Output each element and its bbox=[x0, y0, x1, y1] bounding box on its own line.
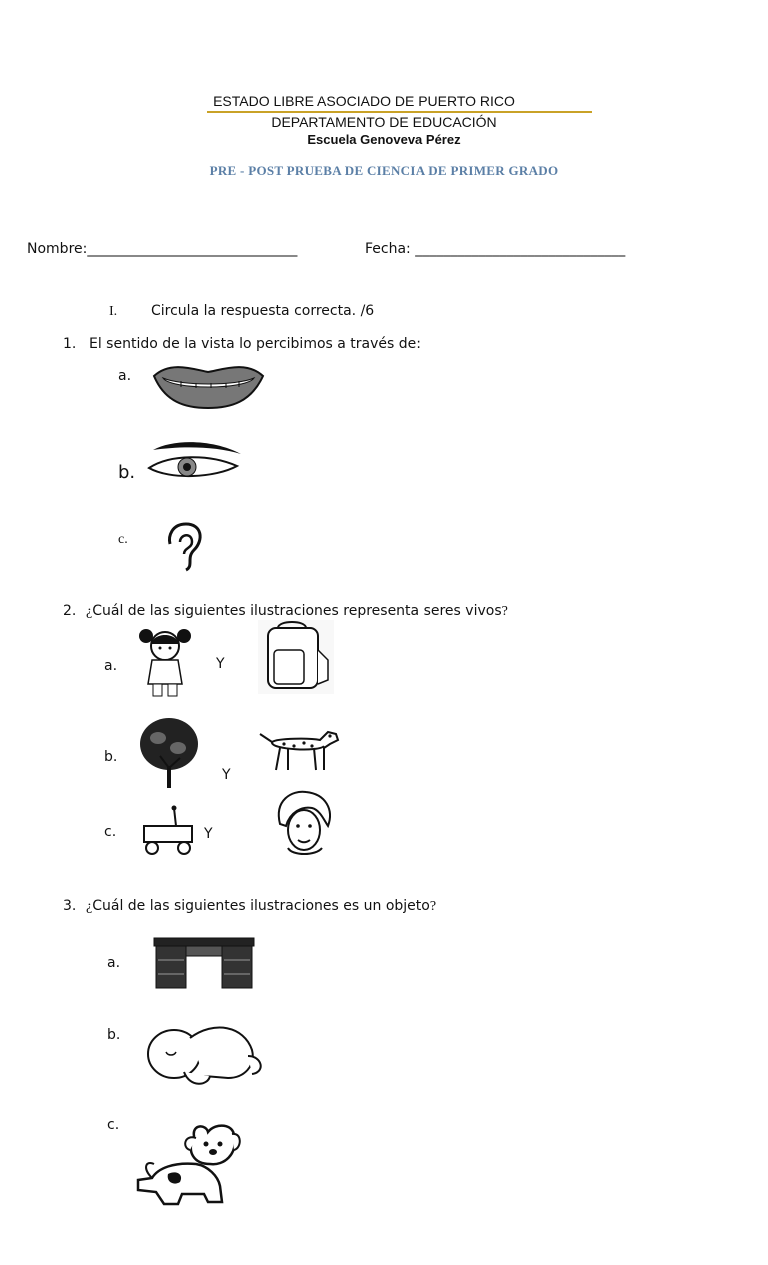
wagon-icon[interactable] bbox=[140, 806, 196, 858]
woman-icon[interactable] bbox=[272, 790, 336, 862]
desk-icon[interactable] bbox=[152, 936, 256, 990]
q2-option-c-joiner: Y bbox=[204, 826, 213, 842]
section-instruction: Circula la respuesta correcta. /6 bbox=[151, 303, 375, 319]
q2-option-c-label[interactable]: c. bbox=[104, 824, 117, 840]
q3-option-b-label[interactable]: b. bbox=[107, 1027, 121, 1043]
date-blank[interactable]: ______________________________ bbox=[415, 241, 626, 257]
name-field[interactable] bbox=[27, 241, 297, 257]
q3-text: ¿Cuál de las siguientes ilustraciones es un objeto? bbox=[86, 898, 437, 914]
header-line-1: ESTADO LIBRE ASOCIADO DE PUERTO RICO bbox=[213, 93, 515, 109]
q2-text: ¿Cuál de las siguientes ilustraciones representa seres vivos? bbox=[86, 603, 508, 619]
school-name: Escuela Genoveva Pérez bbox=[307, 132, 461, 147]
tree-icon[interactable] bbox=[138, 716, 200, 790]
q1-number: 1. bbox=[63, 336, 77, 352]
q1-text: El sentido de la vista lo percibimos a través de: bbox=[89, 336, 421, 352]
puppy-icon[interactable] bbox=[134, 1120, 242, 1208]
q1-option-c-label[interactable]: c. bbox=[118, 532, 128, 547]
header-line-2: DEPARTAMENTO DE EDUCACIÓN bbox=[271, 114, 497, 130]
section-number: I. bbox=[109, 304, 118, 319]
dog-icon[interactable] bbox=[258, 724, 342, 774]
q1-option-b-label[interactable]: b. bbox=[118, 462, 136, 483]
q2-option-a-joiner: Y bbox=[216, 656, 225, 672]
baby-icon[interactable] bbox=[144, 1016, 268, 1090]
q2-option-b-joiner: Y bbox=[222, 767, 231, 783]
name-blank[interactable]: ______________________________ bbox=[87, 241, 298, 257]
girl-icon[interactable] bbox=[136, 626, 194, 700]
q2-option-a-label[interactable]: a. bbox=[104, 658, 118, 674]
q2-number: 2. bbox=[63, 603, 77, 619]
q2-option-b-label[interactable]: b. bbox=[104, 749, 118, 765]
name-label: Nombre: bbox=[27, 241, 88, 257]
header-rule bbox=[207, 111, 592, 113]
q3-option-c-label[interactable]: c. bbox=[107, 1117, 120, 1133]
ear-icon[interactable] bbox=[164, 520, 208, 574]
backpack-icon[interactable] bbox=[258, 620, 334, 694]
q3-option-a-label[interactable]: a. bbox=[107, 955, 121, 971]
eye-icon[interactable] bbox=[145, 436, 245, 484]
date-label: Fecha: bbox=[365, 241, 411, 257]
q1-option-a-label[interactable]: a. bbox=[118, 368, 132, 384]
test-title: PRE - POST PRUEBA DE CIENCIA DE PRIMER GRADO bbox=[209, 163, 559, 178]
date-field[interactable] bbox=[365, 241, 625, 257]
mouth-icon[interactable] bbox=[151, 362, 266, 410]
q3-number: 3. bbox=[63, 898, 77, 914]
